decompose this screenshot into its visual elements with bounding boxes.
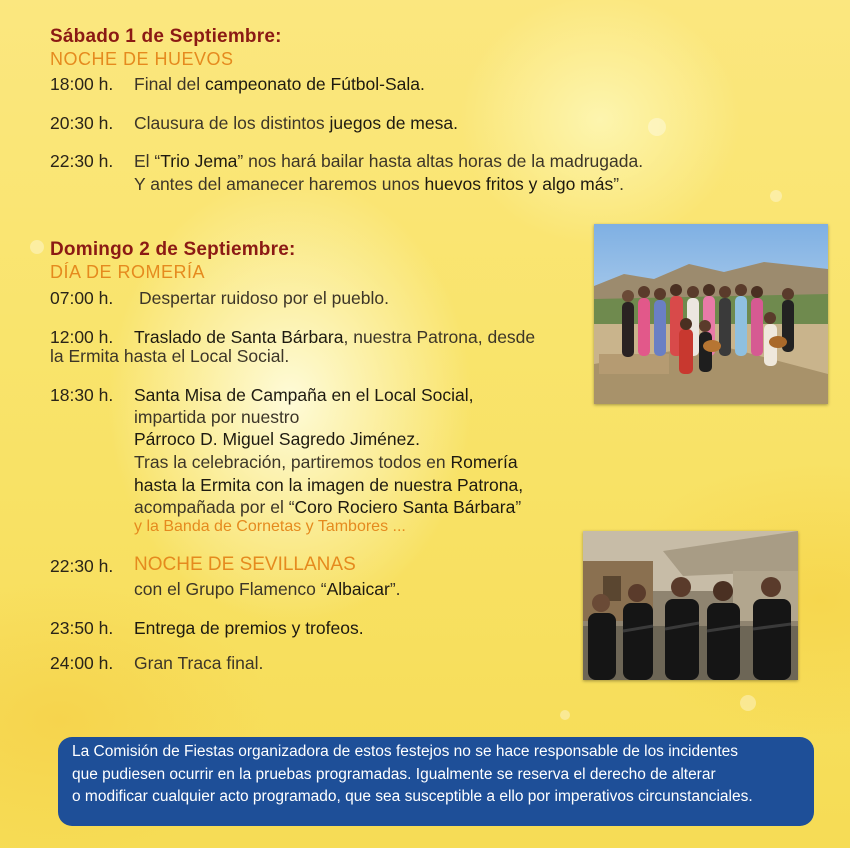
event-description: Final del campeonato de Fútbol-Sala. bbox=[134, 74, 425, 94]
notice-line: o modificar cualquier acto programado, que sea susceptible a ello por imperativos circunstanciales. bbox=[72, 788, 753, 805]
sparkle-decoration bbox=[648, 118, 666, 136]
saturday-subtitle: NOCHE DE HUEVOS bbox=[50, 49, 234, 69]
event-time: 20:30 h. bbox=[50, 113, 114, 133]
event-description: El “Trio Jema” nos hará bailar hasta altas horas de la madrugada. bbox=[134, 151, 644, 171]
sunday-subtitle: DÍA DE ROMERÍA bbox=[50, 262, 206, 282]
event-description: Entrega de premios y trofeos. bbox=[134, 618, 364, 638]
flamenco-band-illustration bbox=[583, 531, 798, 680]
event-description: hasta la Ermita con la imagen de nuestra Patrona, bbox=[134, 475, 524, 495]
saturday-title: Sábado 1 de Septiembre: bbox=[50, 26, 282, 47]
event-time: 12:00 h. bbox=[50, 327, 114, 347]
event-title: NOCHE DE SEVILLANAS bbox=[134, 554, 356, 575]
disclaimer-notice bbox=[58, 737, 814, 826]
notice-line: que pudiesen ocurrir en la pruebas programadas. Igualmente se reserva el derecho de alterar bbox=[72, 765, 716, 783]
sunday-title: Domingo 2 de Septiembre: bbox=[50, 239, 296, 260]
sparkle-decoration bbox=[770, 190, 782, 202]
sparkle-decoration bbox=[740, 695, 756, 711]
event-description: la Ermita hasta el Local Social. bbox=[50, 346, 290, 366]
event-time: 22:30 h. bbox=[50, 151, 114, 171]
event-time: 24:00 h. bbox=[50, 653, 114, 673]
choir-group-illustration bbox=[594, 224, 828, 404]
event-time: 23:50 h. bbox=[50, 618, 114, 638]
event-time: 22:30 h. bbox=[50, 556, 114, 576]
sparkle-decoration bbox=[30, 240, 44, 254]
event-description: impartida por nuestro bbox=[134, 407, 300, 427]
event-description: con el Grupo Flamenco “Albaicar”. bbox=[134, 579, 401, 599]
event-description: y la Banda de Cornetas y Tambores ... bbox=[134, 518, 406, 535]
event-description: Gran Traca final. bbox=[134, 653, 264, 673]
event-description: Tras la celebración, partiremos todos en Romería bbox=[134, 452, 518, 472]
event-description: Y antes del amanecer haremos unos huevos fritos y algo más”. bbox=[134, 174, 624, 194]
choir-group-photo bbox=[594, 224, 828, 404]
event-description: Traslado de Santa Bárbara, nuestra Patrona, desde bbox=[134, 327, 536, 347]
event-time: 07:00 h. bbox=[50, 288, 114, 308]
sparkle-decoration bbox=[560, 710, 570, 720]
flamenco-band-photo bbox=[583, 531, 798, 680]
notice-line: La Comisión de Fiestas organizadora de estos festejos no se hace responsable de los incidentes bbox=[72, 743, 739, 760]
event-description: Santa Misa de Campaña en el Local Social, bbox=[134, 385, 474, 405]
event-time: 18:30 h. bbox=[50, 385, 114, 405]
event-description: Despertar ruidoso por el pueblo. bbox=[139, 288, 390, 308]
event-description: Párroco D. Miguel Sagredo Jiménez. bbox=[134, 429, 420, 449]
event-description: Clausura de los distintos juegos de mesa. bbox=[134, 113, 458, 133]
event-description: acompañada por el “Coro Rociero Santa Bárbara” bbox=[134, 497, 522, 517]
event-time: 18:00 h. bbox=[50, 74, 114, 94]
